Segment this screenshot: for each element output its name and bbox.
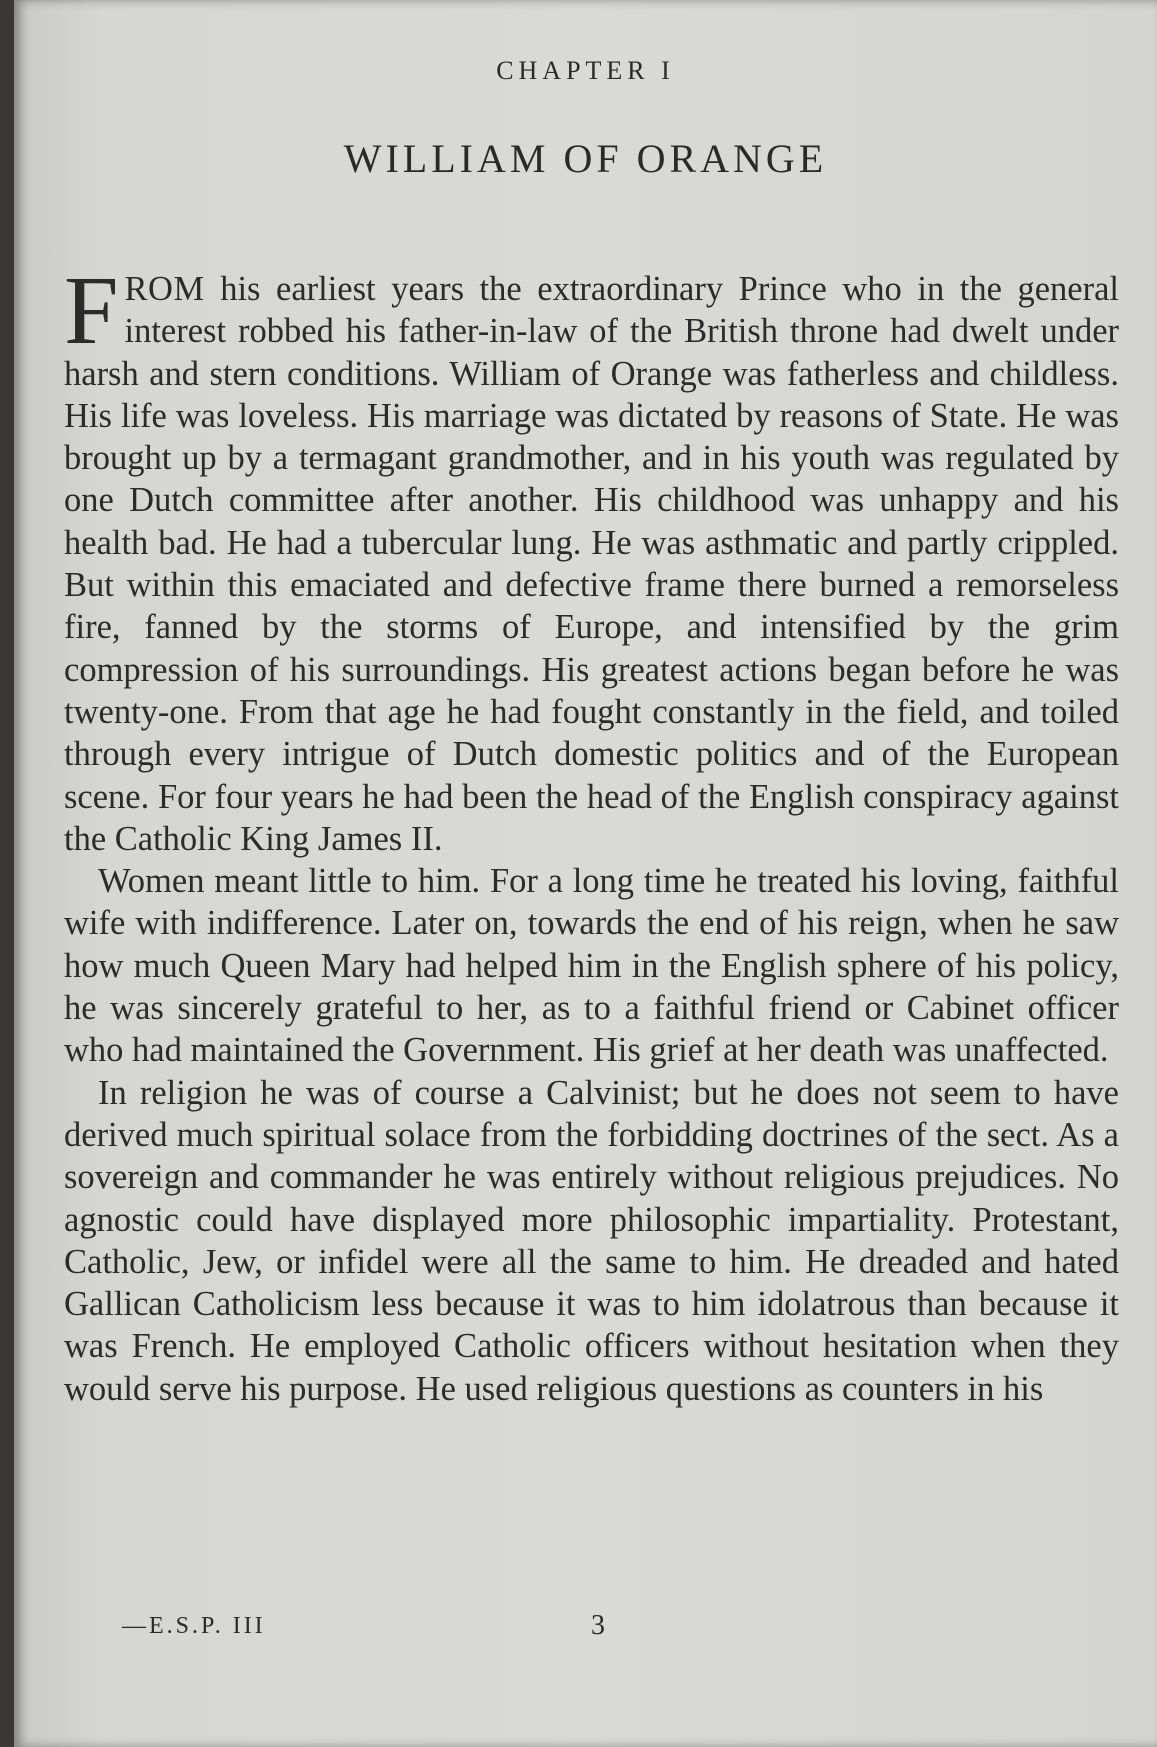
paragraph-1-text: his earliest years the extraordinary Prince who in the general interest robbed his father-in-law of the British throne had dwelt under harsh and stern conditions. William of Orange was fatherless and childless. His life was loveless. His marriage was dictated by reasons of State. He was brought up by a termagant grandmother, and in his youth was regulated by one Dutch committee after another. His childhood was unhappy and his health bad. He had a tubercular lung. He was asthmatic and partly crippled. But within this emaciated and defective frame there burned a remorseless fire, fanned by the storms of Europe, and intensified by the grim compression of his surroundings. His greatest actions began before he was twenty-one. From that age he had fought constantly in the field, and toiled through every intrigue of Dutch domestic politics and of the European scene. For four years he had been the head of the English conspiracy against the Catholic King James II. [64, 270, 1119, 858]
chapter-label: CHAPTER I [496, 56, 675, 85]
paragraph-2: Women meant little to him. For a long time he treated his loving, faithful wife with indifference. Later on, towards the end of his reign, when he saw how much Queen Mary had helped him in the English sphere of his policy, he was sincerely grateful to her, as to a faithful friend or Cabinet officer who had maintained the Government. His grief at her death was unaffected. [64, 862, 1119, 1070]
body-text [64, 257, 1119, 1410]
drop-cap: F [64, 257, 119, 365]
paragraph-1 [64, 257, 1119, 860]
paragraph-3: In religion he was of course a Calvinist; but he does not seem to have derived much spiritual solace from the forbidding doctrines of the sect. As a sovereign and commander he was entirely without religious prejudices. No agnostic could have displayed more philosophic impartiality. Protestant, Catholic, Jew, or infidel were all the same to him. He dreaded and hated Gallican Catholicism less because it was to him idolatrous than because it was French. He employed Catholic officers without hesitation when they would serve his purpose. He used religious questions as counters in his [64, 1073, 1119, 1408]
signature-mark: —E.S.P. III [122, 1613, 266, 1639]
book-page [14, 0, 1157, 1747]
page-number: 3 [591, 1610, 605, 1641]
chapter-title: WILLIAM OF ORANGE [343, 136, 828, 181]
first-word-rest: ROM [124, 270, 205, 308]
